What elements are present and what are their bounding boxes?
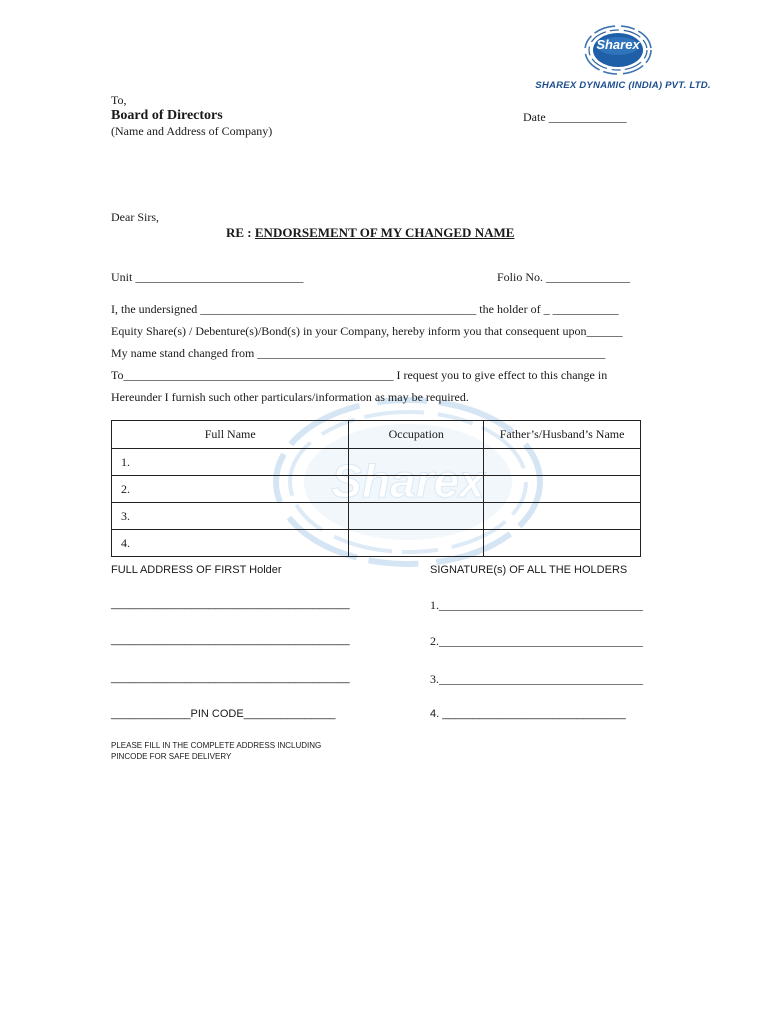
folio-field[interactable]: Folio No. ______________ bbox=[497, 270, 631, 284]
sharex-swirl-logo-icon bbox=[582, 24, 654, 82]
table-row bbox=[112, 503, 641, 530]
subject-prefix: RE : bbox=[226, 225, 255, 240]
occupation-cell[interactable] bbox=[349, 476, 484, 503]
address-line-3[interactable]: _______________________________________ bbox=[111, 672, 350, 684]
signature-line-1[interactable]: 1.__________________________________ bbox=[430, 598, 643, 612]
row-number: 4. bbox=[112, 530, 349, 557]
logo-wordmark: Sharex bbox=[596, 37, 640, 52]
address-label: FULL ADDRESS OF FIRST Holder bbox=[111, 564, 282, 576]
signature-line-3[interactable]: 3.__________________________________ bbox=[430, 672, 643, 686]
row-number: 1. bbox=[112, 449, 349, 476]
signature-label: SIGNATURE(s) OF ALL THE HOLDERS bbox=[430, 564, 628, 576]
column-header-full-name: Full Name bbox=[112, 421, 349, 449]
company-name: SHAREX DYNAMIC (INDIA) PVT. LTD. bbox=[535, 80, 711, 91]
body-line-5: Hereunder I furnish such other particulars/information as may be required. bbox=[111, 390, 469, 404]
signature-line-2[interactable]: 2.__________________________________ bbox=[430, 634, 643, 648]
column-header-father-husband-name: Father’s/Husband’s Name bbox=[484, 421, 641, 449]
body-line-2: Equity Share(s) / Debenture(s)/Bond(s) in your Company, hereby inform you that consequent upon______ bbox=[111, 324, 623, 338]
body-line-4: To_____________________________________________ I request you to give effect to this change in bbox=[111, 368, 608, 382]
address-note-line-2: PINCODE FOR SAFE DELIVERY bbox=[111, 752, 232, 761]
company-logo bbox=[528, 24, 718, 96]
address-note-line-1: PLEASE FILL IN THE COMPLETE ADDRESS INCLUDING bbox=[111, 741, 322, 750]
row-number: 2. bbox=[112, 476, 349, 503]
body-line-1: I, the undersigned ______________________________________________ the holder of _ ___________ bbox=[111, 302, 619, 316]
unit-field[interactable]: Unit ____________________________ bbox=[111, 270, 304, 284]
date-field[interactable]: Date _____________ bbox=[523, 110, 627, 124]
occupation-cell[interactable] bbox=[349, 530, 484, 557]
table-row bbox=[112, 530, 641, 557]
father-husband-name-cell[interactable] bbox=[484, 449, 641, 476]
signature-line-4[interactable]: 4. ______________________________ bbox=[430, 708, 626, 720]
salutation: Dear Sirs, bbox=[111, 210, 159, 224]
row-number: 3. bbox=[112, 503, 349, 530]
column-header-occupation: Occupation bbox=[349, 421, 484, 449]
recipient-title: Board of Directors bbox=[111, 108, 223, 123]
watermark-wordmark: Sharex bbox=[331, 455, 485, 507]
address-line-1[interactable]: _______________________________________ bbox=[111, 598, 350, 610]
subject-line bbox=[226, 225, 514, 241]
table-row bbox=[112, 476, 641, 503]
table-row bbox=[112, 449, 641, 476]
table-header-row bbox=[112, 421, 641, 449]
holders-table bbox=[111, 420, 641, 557]
body-line-3: My name stand changed from __________________________________________________________ bbox=[111, 346, 606, 360]
occupation-cell[interactable] bbox=[349, 503, 484, 530]
occupation-cell[interactable] bbox=[349, 449, 484, 476]
pin-code-field[interactable]: _____________PIN CODE_______________ bbox=[111, 708, 336, 720]
to-line: To, bbox=[111, 93, 127, 107]
address-line-2[interactable]: _______________________________________ bbox=[111, 634, 350, 646]
subject-text: ENDORSEMENT OF MY CHANGED NAME bbox=[254, 225, 515, 240]
father-husband-name-cell[interactable] bbox=[484, 530, 641, 557]
father-husband-name-cell[interactable] bbox=[484, 476, 641, 503]
recipient-note: (Name and Address of Company) bbox=[111, 124, 273, 138]
father-husband-name-cell[interactable] bbox=[484, 503, 641, 530]
